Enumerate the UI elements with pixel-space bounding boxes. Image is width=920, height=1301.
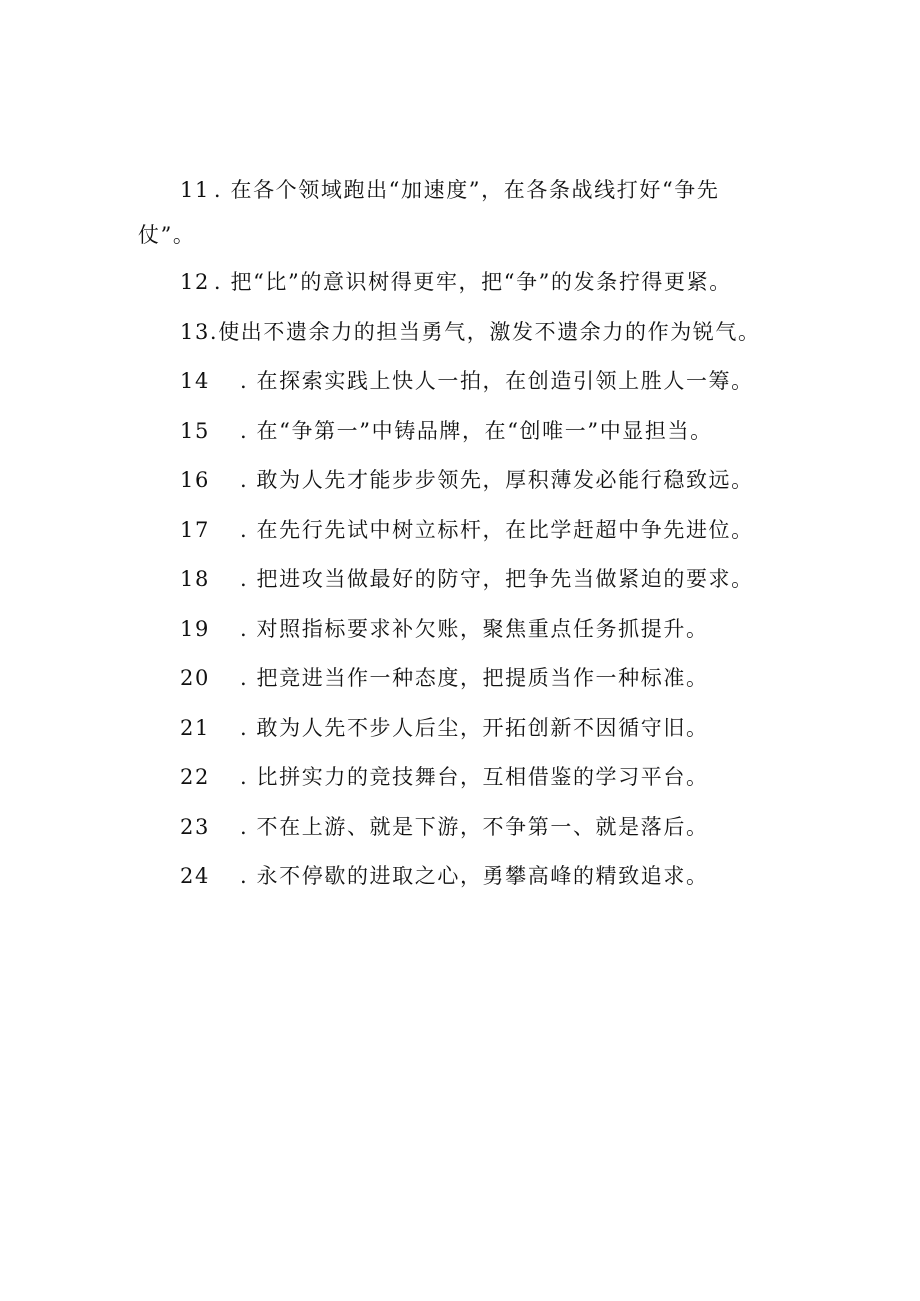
list-item-21 <box>180 718 709 739</box>
item-number: 21 <box>180 716 210 740</box>
list-item-11-continuation <box>138 225 196 246</box>
item-number: 13 <box>180 320 210 344</box>
item-text: . 在探索实践上快人一拍，在创造引领上胜人一筹。 <box>240 369 754 393</box>
item-text: . 对照指标要求补欠账，聚焦重点任务抓提升。 <box>240 617 709 641</box>
list-item-12 <box>180 272 732 293</box>
item-text: . 把“比”的意识树得更牢，把“争”的发条拧得更紧。 <box>213 270 732 294</box>
list-item-16 <box>180 470 754 491</box>
item-text: . 敢为人先不步人后尘，开拓创新不因循守旧。 <box>240 716 709 740</box>
item-text: . 把进攻当做最好的防守，把争先当做紧迫的要求。 <box>240 567 754 591</box>
list-item-14 <box>180 371 754 392</box>
item-text: . 永不停歇的进取之心，勇攀高峰的精致追求。 <box>240 864 709 888</box>
item-number: 22 <box>180 765 210 789</box>
item-text: . 在先行先试中树立标杆，在比学赶超中争先进位。 <box>240 518 754 542</box>
item-number: 19 <box>180 617 210 641</box>
item-number: 18 <box>180 567 210 591</box>
list-item-13 <box>180 322 761 343</box>
item-text: . 在“争第一”中铸品牌，在“创唯一”中显担当。 <box>240 419 713 443</box>
list-item-24 <box>180 866 709 887</box>
item-number: 16 <box>180 468 210 492</box>
item-text: . 不在上游、就是下游，不争第一、就是落后。 <box>240 815 709 839</box>
item-number: 23 <box>180 815 210 839</box>
item-number: 17 <box>180 518 210 542</box>
item-text: . 比拼实力的竞技舞台，互相借鉴的学习平台。 <box>240 765 709 789</box>
list-item-15 <box>180 421 713 442</box>
item-text: 仗”。 <box>138 223 196 247</box>
list-item-20 <box>180 668 709 689</box>
item-number: 15 <box>180 419 210 443</box>
list-item-23 <box>180 817 709 838</box>
item-number: 24 <box>180 864 210 888</box>
item-text: . 敢为人先才能步步领先，厚积薄发必能行稳致远。 <box>240 468 754 492</box>
list-item-11 <box>180 180 719 201</box>
item-text: .使出不遗余力的担当勇气，激发不遗余力的作为锐气。 <box>209 320 761 344</box>
item-number: 12 <box>180 270 210 294</box>
list-item-22 <box>180 767 709 788</box>
item-text: . 把竞进当作一种态度，把提质当作一种标准。 <box>240 666 709 690</box>
item-number: 14 <box>180 369 210 393</box>
list-item-17 <box>180 520 754 541</box>
item-text: . 在各个领域跑出“加速度”，在各条战线打好“争先 <box>213 178 720 202</box>
list-item-18 <box>180 569 754 590</box>
list-item-19 <box>180 619 709 640</box>
item-number: 11 <box>180 178 210 202</box>
item-number: 20 <box>180 666 210 690</box>
